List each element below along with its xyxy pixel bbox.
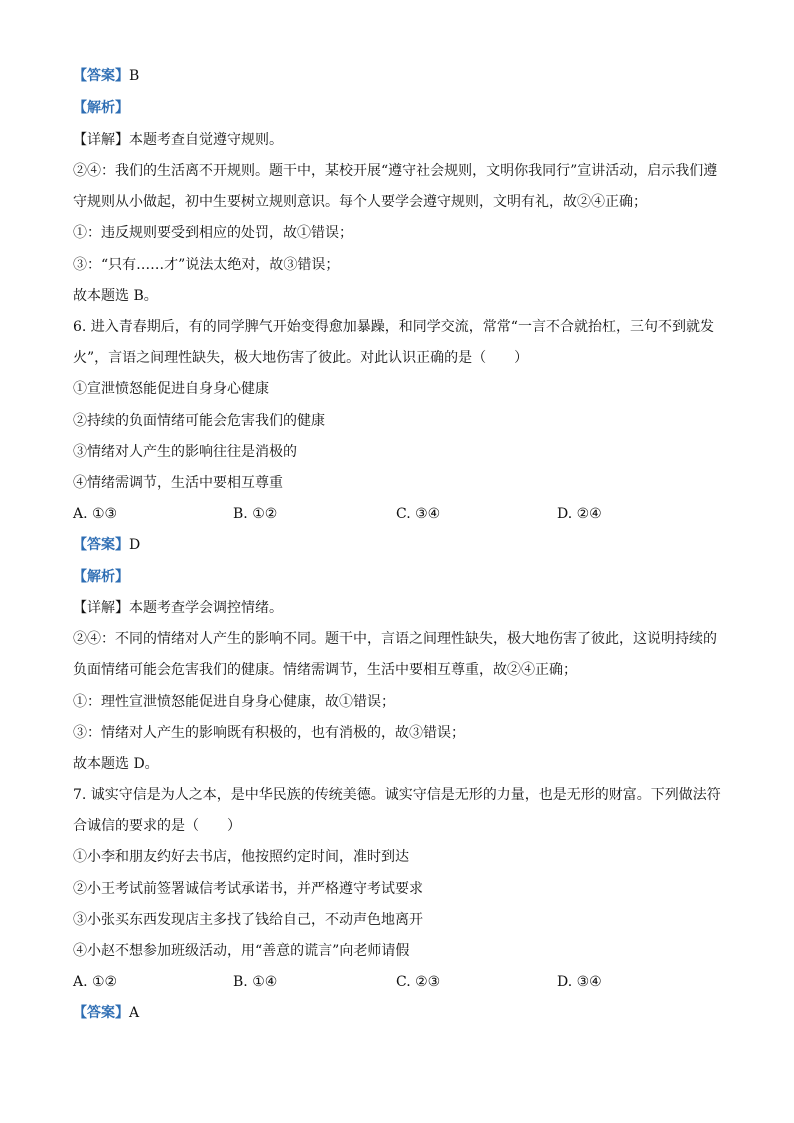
q5-explanation-line: ①：违反规则要受到相应的处罚，故①错误；: [73, 225, 353, 241]
q6-statement: ④情绪需调节，生活中要相互尊重: [73, 475, 283, 491]
q6-explanation-line: ③：情绪对人产生的影响既有积极的，也有消极的，故③错误；: [73, 725, 465, 741]
q6-analysis-heading: [73, 567, 129, 587]
q6-explanation-line: ②④：不同的情绪对人产生的影响不同。题干中，言语之间理性缺失，极大地伤害了彼此，这说明持续的: [73, 631, 717, 647]
q7-statement: ③小张买东西发现店主多找了钱给自己，不动声色地离开: [73, 912, 423, 928]
q5-explanation-line: 守规则从小做起，初中生要树立规则意识。每个人要学会遵守规则，文明有礼，故②④正确；: [73, 194, 647, 210]
q6-option-d: D. ②④: [557, 506, 602, 522]
q7-option-c: C. ②③: [396, 974, 441, 990]
answer-value: B: [129, 68, 140, 84]
analysis-tag: 【解析】: [73, 569, 129, 585]
analysis-tag: 【解析】: [73, 100, 129, 116]
q6-statement: ③情绪对人产生的影响往往是消极的: [73, 444, 297, 460]
q7-answer: [73, 1003, 139, 1023]
q6-option-b: B. ①②: [233, 506, 278, 522]
q5-analysis-heading: [73, 98, 129, 118]
q7-option-b: B. ①④: [233, 974, 278, 990]
q6-option-a: A. ①③: [73, 506, 118, 522]
q6-statement: ①宣泄愤怒能促进自身身心健康: [73, 381, 269, 397]
q7-option-a: A. ①②: [73, 974, 118, 990]
q5-conclusion: 故本题选 B。: [73, 288, 158, 304]
q7-option-d: D. ③④: [557, 974, 602, 990]
q5-detail: 【详解】本题考查自觉遵守规则。: [73, 132, 283, 148]
q6-explanation-line: 负面情绪可能会危害我们的健康。情绪需调节，生活中要相互尊重，故②④正确；: [73, 662, 577, 678]
q6-detail: 【详解】本题考查学会调控情绪。: [73, 600, 283, 616]
q7-statement: ②小王考试前签署诚信考试承诺书，并严格遵守考试要求: [73, 881, 423, 897]
answer-value: D: [129, 537, 141, 553]
q5-explanation-line: ②④：我们的生活离不开规则。题干中，某校开展“遵守社会规则，文明你我同行”宣讲活动，启示我们遵: [73, 163, 718, 179]
answer-tag: 【答案】: [73, 537, 129, 553]
q6-conclusion: 故本题选 D。: [73, 756, 159, 772]
q6-option-c: C. ③④: [396, 506, 441, 522]
q7-statement: ④小赵不想参加班级活动，用“善意的谎言”向老师请假: [73, 943, 410, 959]
q7-stem-line: 7. 诚实守信是为人之本，是中华民族的传统美德。诚实守信是无形的力量，也是无形的财富。下列做法符: [73, 787, 721, 803]
q7-stem-line: 合诚信的要求的是（ ）: [73, 818, 241, 834]
q6-statement: ②持续的负面情绪可能会危害我们的健康: [73, 413, 325, 429]
q6-stem-line: 6. 进入青春期后，有的同学脾气开始变得愈加暴躁，和同学交流，常常“一言不合就抬杠，三句不到就发: [73, 319, 714, 335]
q7-statement: ①小李和朋友约好去书店，他按照约定时间，准时到达: [73, 849, 409, 865]
answer-tag: 【答案】: [73, 68, 129, 84]
q6-stem-line: 火”，言语之间理性缺失，极大地伤害了彼此。对此认识正确的是（ ）: [73, 350, 529, 366]
answer-value: A: [129, 1005, 140, 1021]
answer-tag: 【答案】: [73, 1005, 129, 1021]
q5-answer: [73, 66, 139, 86]
q5-explanation-line: ③：“只有……才”说法太绝对，故③错误；: [73, 257, 340, 273]
q6-answer: [73, 535, 140, 555]
q6-explanation-line: ①：理性宣泄愤怒能促进自身身心健康，故①错误；: [73, 694, 395, 710]
